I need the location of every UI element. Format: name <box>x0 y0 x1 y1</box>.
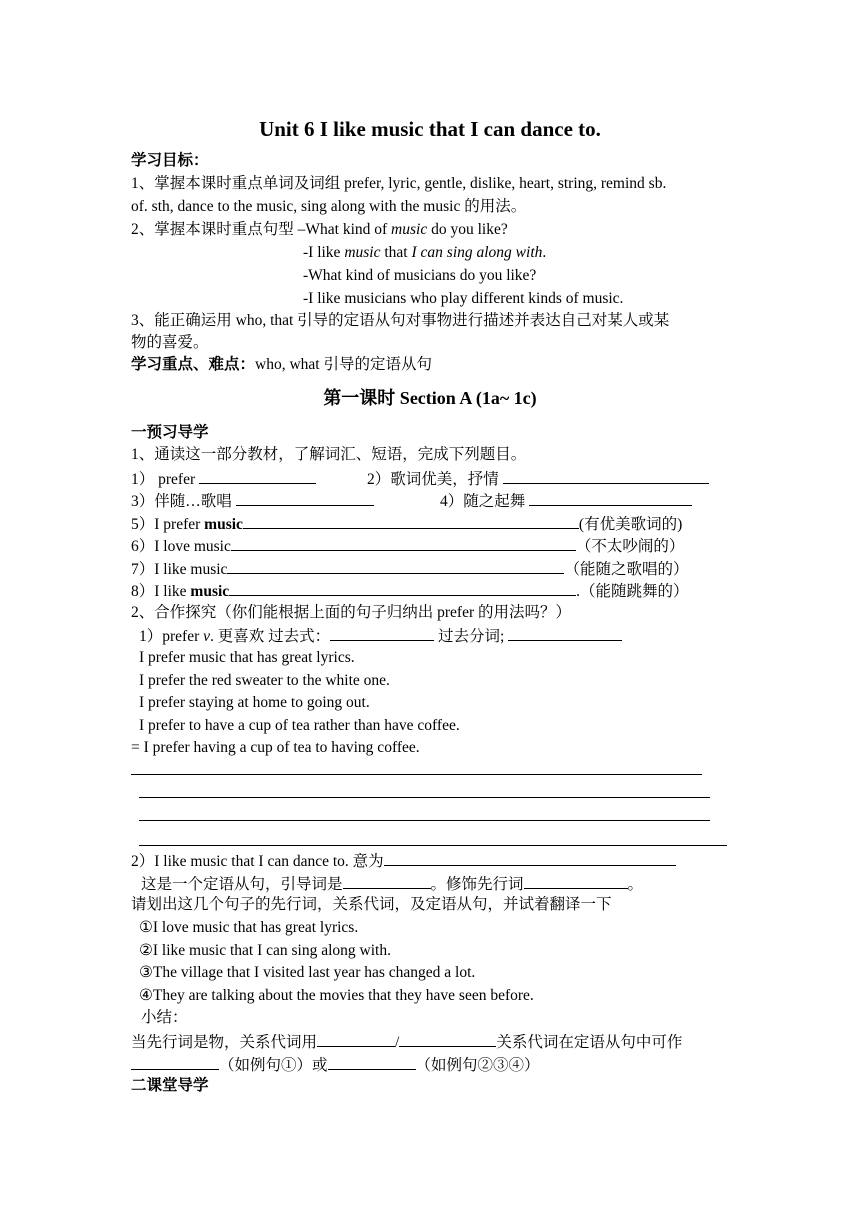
summary-line-2: （如例句①）或 （如例句②③④） <box>131 1054 540 1076</box>
objective-2-line: 2、掌握本课时重点句型 –What kind of music do you like? <box>131 221 508 238</box>
preview-heading: 一预习导学 <box>131 424 209 441</box>
question-5: 5）I prefer music (有优美歌词的) <box>131 513 682 535</box>
preview-intro: 1、通读这一部分教材，了解词汇、短语，完成下列题目。 <box>131 446 527 463</box>
question-1: 1） prefer <box>131 468 316 490</box>
clause-instruction: 请划出这几个句子的先行词，关系代词，及定语从句，并试着翻译一下 <box>131 896 612 913</box>
question-2: 2）歌词优美，抒情 <box>367 468 709 490</box>
question-7: 7）I like music （能随之歌唱的） <box>131 558 688 580</box>
objective-1-line-1: 1、掌握本课时重点单词及词组 prefer, lyric, gentle, dislike, heart, string, remind sb. <box>131 175 667 192</box>
clause-example-3: ③The village that I visited last year has changed a lot. <box>139 964 476 981</box>
question-8: 8）I like music .（能随跳舞的） <box>131 580 689 602</box>
clause-example-2: ②I like music that I can sing along with. <box>139 942 391 959</box>
clause-explanation: 这是一个定语从句，引导词是 。修饰先行词 。 <box>141 873 643 895</box>
question-3: 3）伴随…歌唱 <box>131 490 374 512</box>
answer-line-3 <box>139 820 710 821</box>
page-title: Unit 6 I like music that I can dance to. <box>259 117 601 141</box>
example-3: I prefer staying at home to going out. <box>139 694 370 711</box>
clause-example-1: ①I love music that has great lyrics. <box>139 919 359 936</box>
objectives-heading: 学习目标： <box>131 152 209 169</box>
summary-line-1: 当先行词是物，关系代词用 / 关系代词在定语从句中可作 <box>131 1031 682 1053</box>
example-2: I prefer the red sweater to the white one. <box>139 672 390 689</box>
sentence-pattern-4: -I like musicians who play different kinds of music. <box>303 290 624 307</box>
sentence-pattern-2: -I like music that I can sing along with. <box>303 244 547 261</box>
focus-line: 学习重点、难点：who, what 引导的定语从句 <box>131 356 432 373</box>
explore-intro: 2、合作探究（你们能根据上面的句子归纳出 prefer 的用法吗？） <box>131 604 571 621</box>
sentence-pattern-3: -What kind of musicians do you like? <box>303 267 537 284</box>
answer-line-1 <box>131 774 702 775</box>
summary-label: 小结： <box>141 1009 188 1026</box>
clause-example-4: ④They are talking about the movies that they have seen before. <box>139 987 534 1004</box>
objective-3-line-2: 物的喜爱。 <box>131 334 209 351</box>
example-4: I prefer to have a cup of tea rather than have coffee. <box>139 717 460 734</box>
classroom-heading: 二课堂导学 <box>131 1077 209 1094</box>
example-5: = I prefer having a cup of tea to having coffee. <box>131 739 420 756</box>
answer-line-2 <box>139 797 710 798</box>
section-title: 第一课时 Section A (1a~ 1c) <box>323 388 537 408</box>
answer-line-4 <box>139 845 727 846</box>
objective-3-line-1: 3、能正确运用 who, that 引导的定语从句对事物进行描述并表达自己对某人或某 <box>131 312 670 329</box>
prefer-forms: 1）prefer v. 更喜欢 过去式： 过去分词; <box>139 625 622 647</box>
example-1: I prefer music that has great lyrics. <box>139 649 355 666</box>
clause-question: 2）I like music that I can dance to. 意为 <box>131 850 676 872</box>
question-4: 4）随之起舞 <box>440 490 692 512</box>
objective-1-line-2: of. sth, dance to the music, sing along with the music 的用法。 <box>131 198 527 215</box>
question-6: 6）I love music （不太吵闹的） <box>131 535 684 557</box>
